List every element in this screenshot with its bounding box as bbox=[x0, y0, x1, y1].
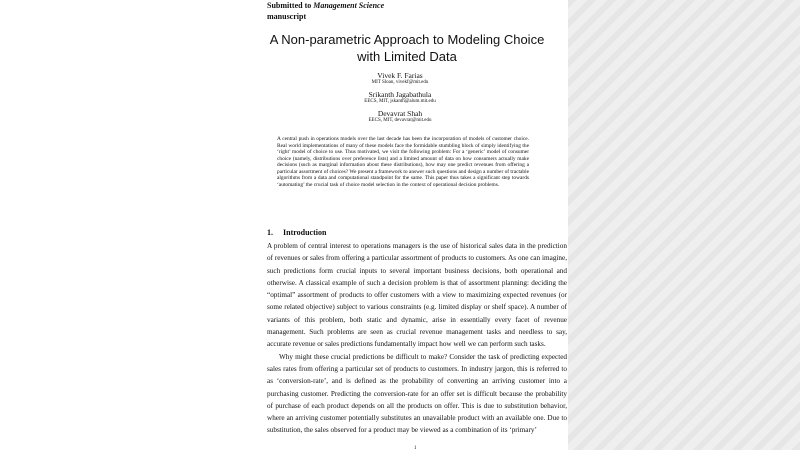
author-block bbox=[232, 109, 568, 124]
author-block bbox=[232, 90, 568, 105]
body-text bbox=[267, 240, 567, 437]
header-journal: Management Science bbox=[313, 1, 385, 10]
journal-header bbox=[267, 0, 384, 22]
author-name: Vivek F. Farias bbox=[377, 71, 423, 80]
page-number: 1 bbox=[414, 446, 417, 450]
abstract: A central push in operations models over the last decade has been the incorporation of models of customer choice. Real world implementations of many of these models face the formidable stumbling block of simply identifying the ‘right’ model of choice to use. Thus motivated, we visit the following problem: For a ‘generic’ model of consumer choice (namely, distributions over preference lists) and a limited amount of data on how consumers actually make decisions (such as marginal information about these distributions), how may one predict revenues from offering a particular assortment of choices? We present a framework to answer such questions and design a number of tractable algorithms from a data and computational standpoint for the same. This paper thus takes a significant step towards ‘automating’ the crucial task of choice model selection in the context of operational decision problems. bbox=[277, 136, 529, 188]
author-name: Srikanth Jagabathula bbox=[368, 90, 432, 99]
author-list bbox=[232, 71, 568, 128]
paper-title: A Non-parametric Approach to Modeling Choice with Limited Data bbox=[269, 32, 545, 64]
author-name: Devavrat Shah bbox=[377, 109, 423, 118]
author-affiliation: EECS, MIT, devavrat@mit.edu bbox=[368, 118, 432, 123]
paragraph: Why might these crucial predictions be difficult to make? Consider the task of predicting expected sales rates from offering a particular set of products to customers. In industry jargon, this is referred to as ‘conversion-rate’, and is defined as the probability of converting an arriving customer into a purchasing customer. Predicting the conversion-rate for an offer set is difficult because the probability of purchase of each product depends on all the products on offer. This is due to substitution behavior, where an arriving customer potentially substitutes an unavailable product with an available one. Due to substitution, the sales observed for a product may be viewed as a combination of its ‘primary’ bbox=[267, 352, 567, 435]
author-block bbox=[232, 71, 568, 86]
header-line2: manuscript bbox=[267, 12, 307, 21]
right-backdrop bbox=[568, 0, 800, 450]
section-title: Introduction bbox=[283, 228, 327, 237]
section-number: 1. bbox=[267, 228, 273, 237]
header-prefix: Submitted to bbox=[267, 1, 314, 10]
author-affiliation: EECS, MIT, jskanth@alum.mit.edu bbox=[364, 99, 436, 104]
paper-page bbox=[232, 0, 568, 450]
left-backdrop bbox=[0, 0, 232, 450]
paragraph: A problem of central interest to operations managers is the use of historical sales data in the prediction of revenues or sales from offering a particular assortment of products to customers. As one can imagine, such predictions form crucial inputs to several important business decisions, both operational and otherwise. A classical example of such a decision problem is that of assortment planning: deciding the “optimal” assortment of products to offer customers with a view to maximizing expected revenues (or some related objective) subject to various constraints (e.g. limited display or shelf space). A number of variants of this problem, both static and dynamic, arise in essentially every facet of revenue management. Such problems are seen as crucial revenue management tasks and needless to say, accurate revenue or sales predictions fundamentally impact how well we can perform such tasks. bbox=[267, 242, 567, 349]
author-affiliation: MIT Sloan, vivekf@mit.edu bbox=[371, 80, 429, 85]
section-heading bbox=[267, 228, 326, 237]
